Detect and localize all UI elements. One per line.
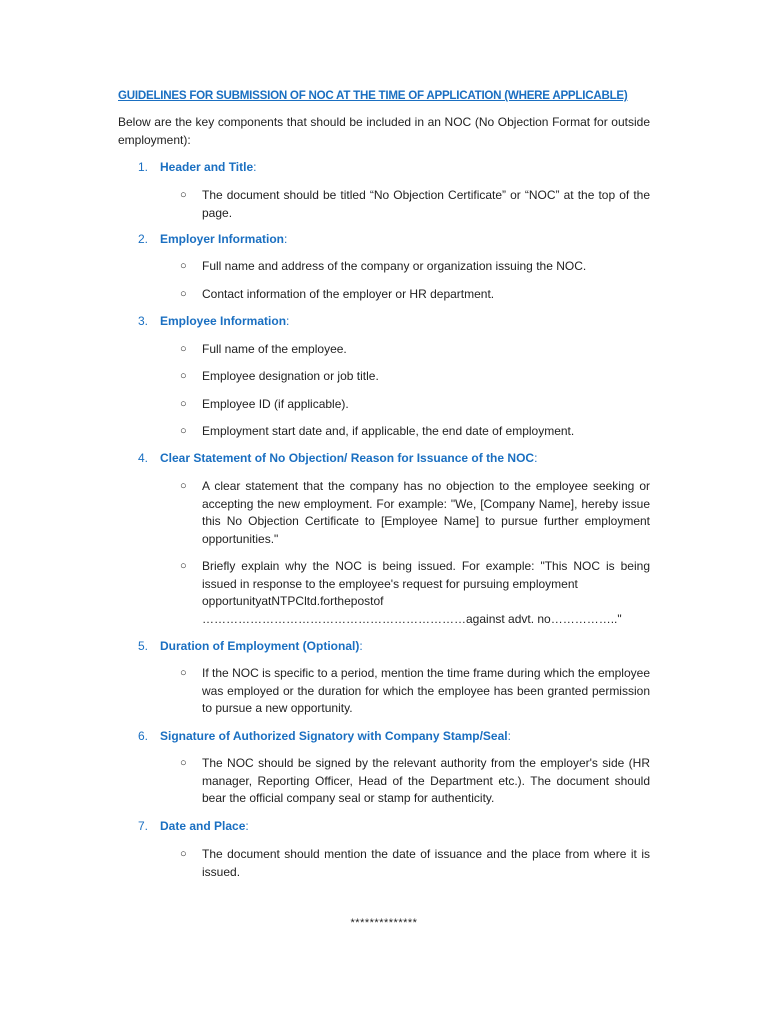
section-title: Employee Information	[160, 314, 287, 328]
bullet-text: Briefly explain why the NOC is being issued. For example: "This NOC is being issued in response to the employee's request for pursuing employment	[202, 559, 650, 591]
list-item	[180, 478, 650, 548]
hollow-circle-bullet-icon: ○	[180, 480, 187, 492]
list-item	[180, 665, 650, 718]
list-item	[180, 341, 650, 359]
section-4-heading	[138, 450, 658, 468]
bullet-text-dotted-line: …………………………………………………………against advt. no…………….."	[202, 611, 622, 626]
hollow-circle-bullet-icon: ○	[180, 343, 187, 355]
section-1-heading	[138, 159, 658, 177]
bullet-text: Employee ID (if applicable).	[202, 397, 349, 411]
section-colon: :	[507, 729, 511, 743]
justified-word: at	[261, 594, 272, 608]
justified-word: ltd.	[304, 594, 321, 608]
section-number: 5.	[138, 639, 149, 653]
section-number: 6.	[138, 729, 149, 743]
section-colon: :	[245, 819, 249, 833]
section-2-heading	[138, 231, 658, 249]
section-number: 1.	[138, 160, 149, 174]
list-item	[180, 846, 650, 881]
section-colon: :	[359, 639, 363, 653]
hollow-circle-bullet-icon: ○	[180, 288, 187, 300]
footer-separator: **************	[350, 917, 418, 929]
section-title: Duration of Employment (Optional)	[160, 639, 360, 653]
section-colon: :	[284, 232, 288, 246]
list-item	[180, 368, 650, 386]
justified-word: opportunity	[202, 594, 262, 608]
document-heading: GUIDELINES FOR SUBMISSION OF NOC AT THE TIME OF APPLICATION (WHERE APPLICABLE)	[118, 89, 628, 102]
section-number: 3.	[138, 314, 149, 328]
bullet-text: A clear statement that the company has no objection to the employee seeking or accepting the new employment. For example: "We, [Company Name], hereby issue this No Objection Certificate to [Employee Name] to pursue further employment opportunities."	[202, 479, 650, 546]
bullet-text: The document should be titled “No Objection Certificate” or “NOC” at the top of the page.	[202, 188, 650, 220]
hollow-circle-bullet-icon: ○	[180, 260, 187, 272]
bullet-text: If the NOC is specific to a period, mention the time frame during which the employee was employed or the duration for which the employee has been granted permission to pursue a new opportunity.	[202, 666, 650, 715]
hollow-circle-bullet-icon: ○	[180, 398, 187, 410]
bullet-text: Full name and address of the company or organization issuing the NOC.	[202, 259, 587, 273]
justified-word: NTPC	[271, 594, 305, 608]
bullet-text-justified-line	[202, 593, 650, 611]
section-number: 4.	[138, 451, 149, 465]
list-item	[180, 258, 650, 276]
bullet-text: The NOC should be signed by the relevant authority from the employer's side (HR manager, Reporting Officer, Head of the Department etc.). The document should bear the official company seal or stamp for authenticity.	[202, 756, 650, 805]
justified-word: of	[373, 594, 384, 608]
list-item	[180, 187, 650, 222]
justified-word: for	[320, 594, 335, 608]
list-item	[180, 423, 650, 441]
section-number: 2.	[138, 232, 149, 246]
hollow-circle-bullet-icon: ○	[180, 370, 187, 382]
hollow-circle-bullet-icon: ○	[180, 189, 187, 201]
hollow-circle-bullet-icon: ○	[180, 560, 187, 572]
section-title: Employer Information	[160, 232, 285, 246]
bullet-text: Employee designation or job title.	[202, 369, 379, 383]
bullet-text: Contact information of the employer or HR department.	[202, 287, 495, 301]
section-colon: :	[286, 314, 290, 328]
section-5-heading	[138, 638, 658, 656]
list-item	[180, 396, 650, 414]
hollow-circle-bullet-icon: ○	[180, 757, 187, 769]
hollow-circle-bullet-icon: ○	[180, 425, 187, 437]
section-title: Date and Place	[160, 819, 246, 833]
list-item	[180, 558, 650, 628]
list-item	[180, 755, 650, 808]
section-title: Header and Title	[160, 160, 254, 174]
section-number: 7.	[138, 819, 149, 833]
hollow-circle-bullet-icon: ○	[180, 848, 187, 860]
justified-word: the	[334, 594, 351, 608]
section-colon: :	[253, 160, 257, 174]
hollow-circle-bullet-icon: ○	[180, 667, 187, 679]
section-title: Clear Statement of No Objection/ Reason for Issuance of the NOC	[160, 451, 535, 465]
list-item	[180, 286, 650, 304]
justified-word: post	[350, 594, 374, 608]
bullet-text: Employment start date and, if applicable, the end date of employment.	[202, 424, 575, 438]
section-3-heading	[138, 313, 658, 331]
bullet-text: Full name of the employee.	[202, 342, 347, 356]
intro-paragraph: Below are the key components that should be included in an NOC (No Objection Format for outside employment):	[118, 115, 650, 147]
bullet-text: The document should mention the date of issuance and the place from where it is issued.	[202, 847, 650, 879]
section-colon: :	[534, 451, 538, 465]
section-title: Signature of Authorized Signatory with Company Stamp/Seal	[160, 729, 508, 743]
section-6-heading	[138, 728, 658, 746]
section-7-heading	[138, 818, 658, 836]
